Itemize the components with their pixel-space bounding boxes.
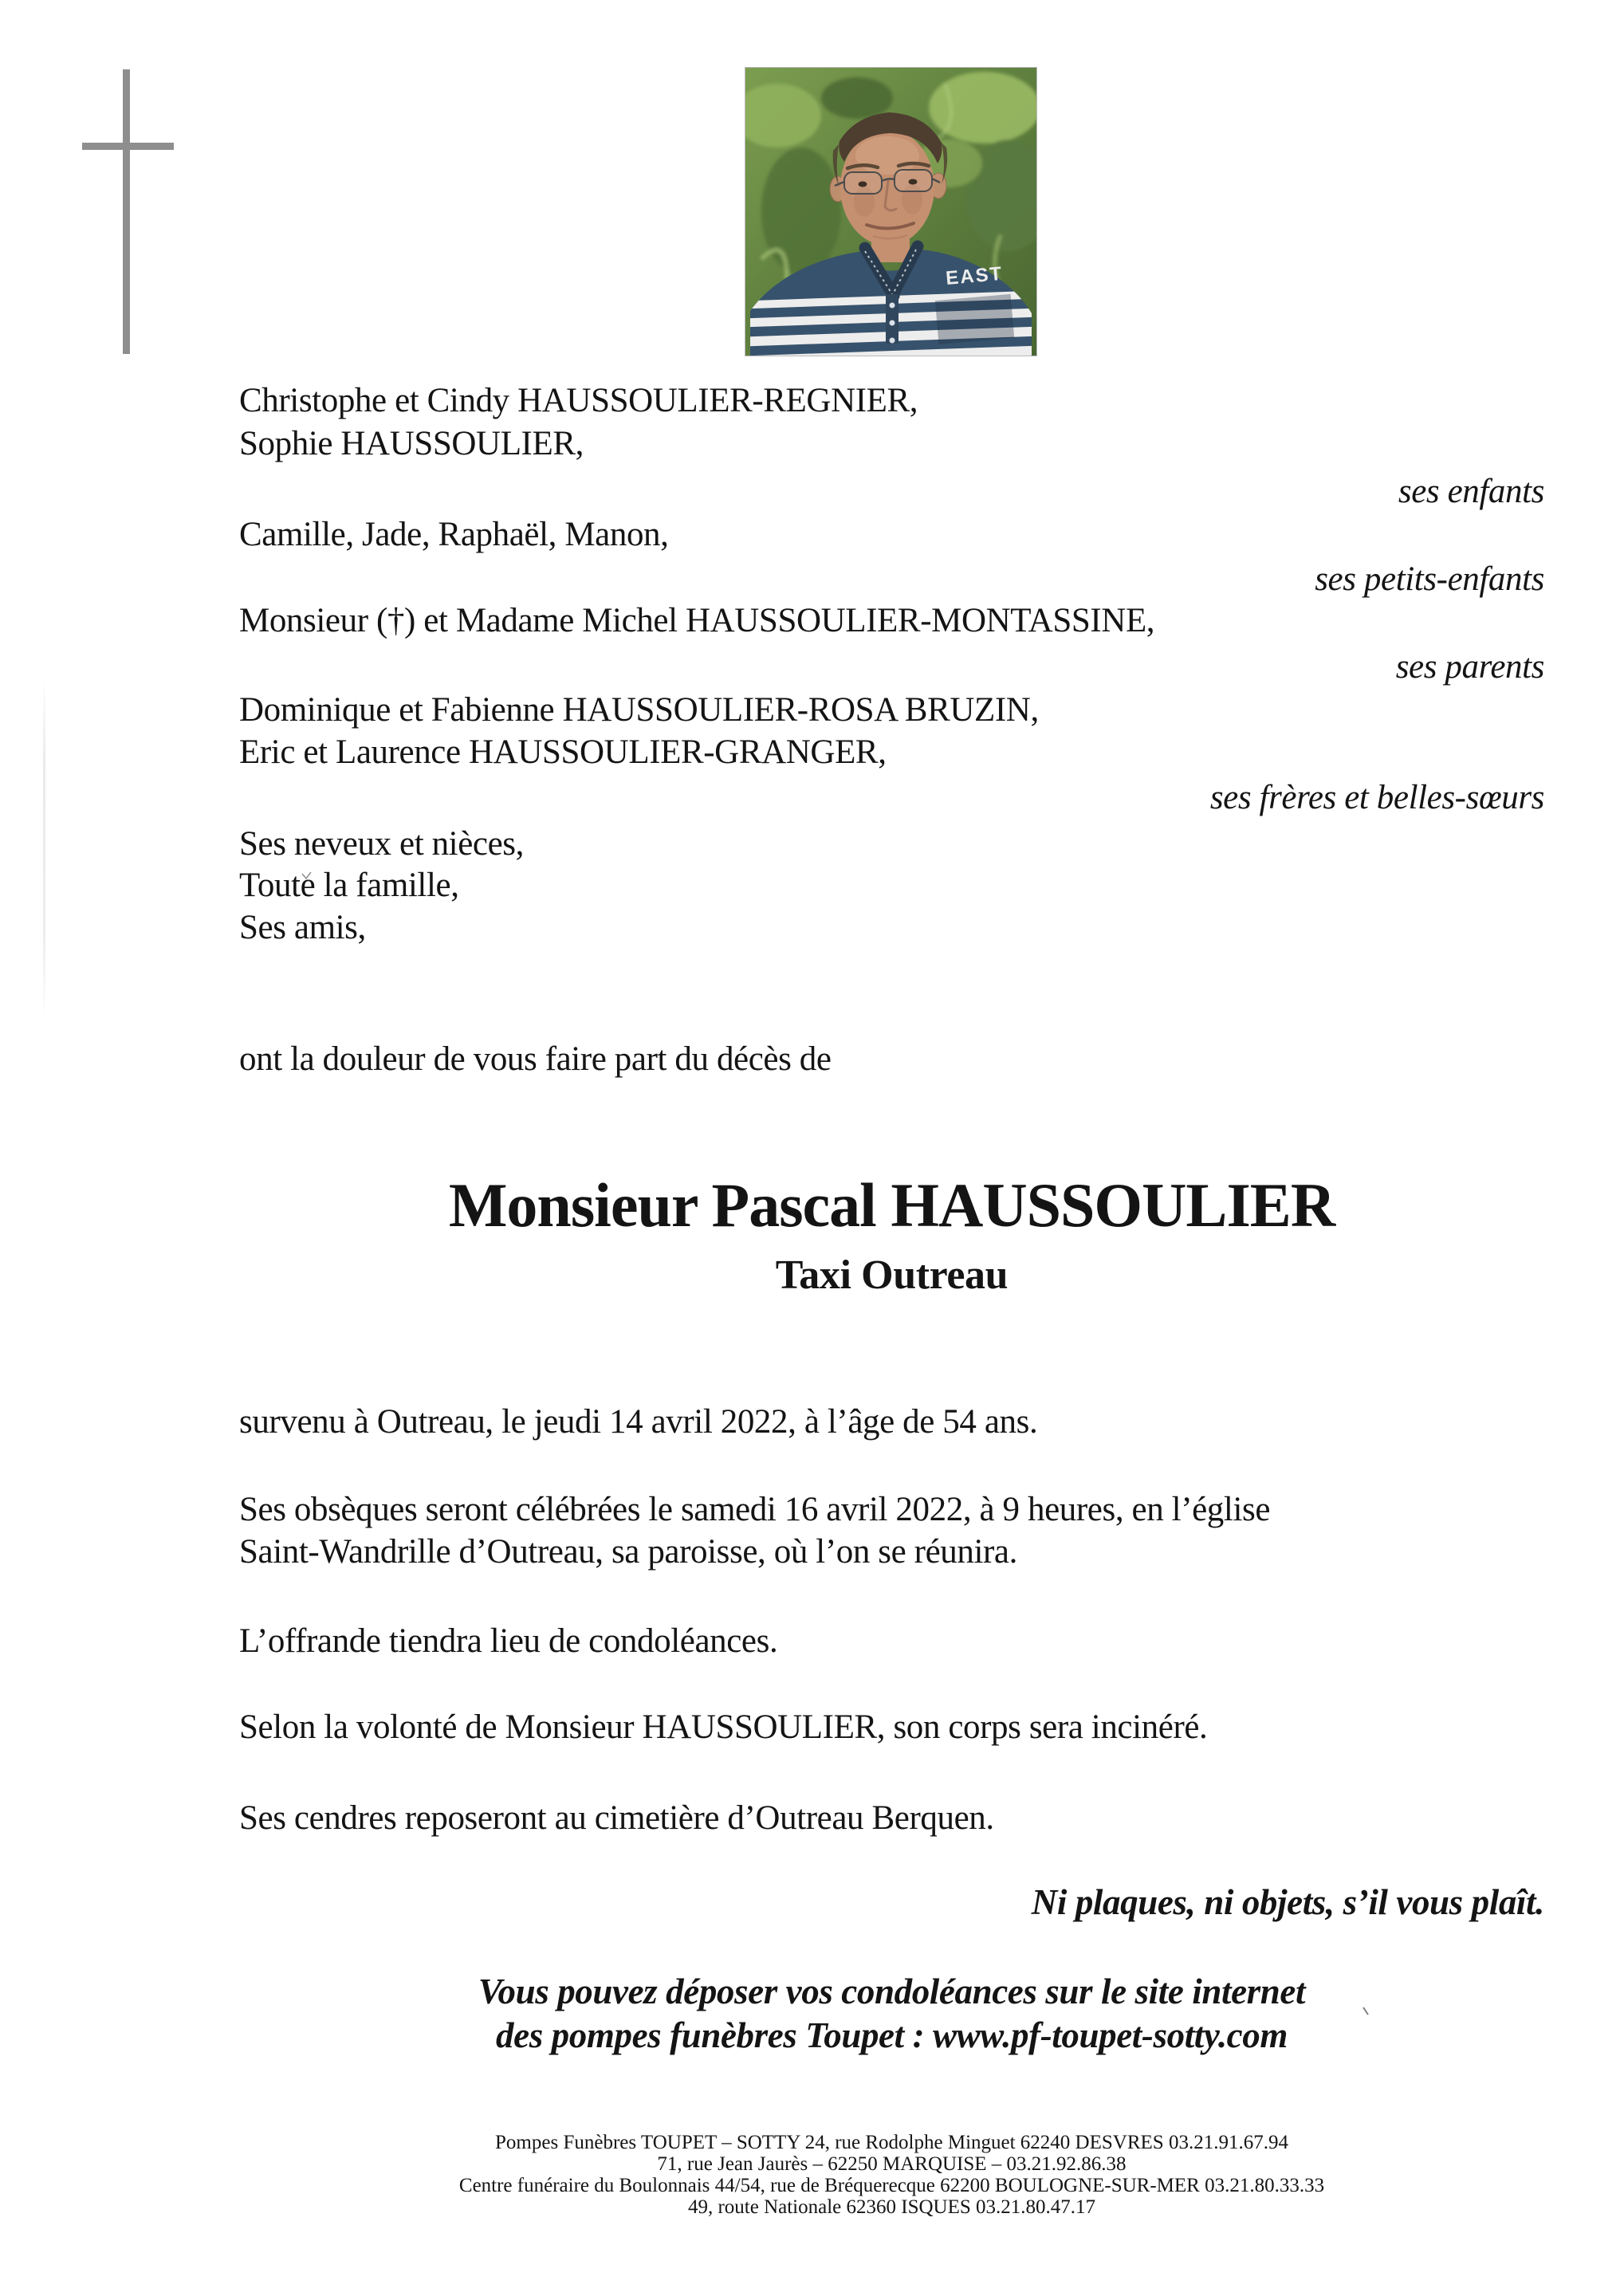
footer-address-2: 71, rue Jean Jaurès – 62250 MARQUISE – 03.21.92.86.38 <box>657 2153 1127 2175</box>
relation-label-freres-belles-soeurs: ses frères et belles-sœurs <box>1209 779 1544 816</box>
footer-address-3: Centre funéraire du Boulonnais 44/54, rue de Bréquerecque 62200 BOULOGNE-SUR-MER 03.21.80.33.33 <box>458 2175 1325 2196</box>
cremation-line: Selon la volonté de Monsieur HAUSSOULIER, son corps sera incinéré. <box>239 1708 1208 1746</box>
cross-horizontal-bar <box>82 143 174 150</box>
mourner-line-3: Camille, Jade, Raphaël, Manon, <box>239 516 669 553</box>
funeral-details-line-2: Saint-Wandrille d’Outreau, sa paroisse, où l’on se réunira. <box>239 1533 1017 1571</box>
no-plaques-request: Ni plaques, ni objets, s’il vous plaît. <box>1031 1882 1544 1922</box>
footer-address-4: 49, route Nationale 62360 ISQUES 03.21.80.47.17 <box>687 2196 1096 2218</box>
deceased-name: Monsieur Pascal HAUSSOULIER <box>448 1170 1335 1240</box>
announcement-content <box>239 0 1544 2296</box>
scan-artifact-tick <box>301 871 312 880</box>
mourner-line-6: Eric et Laurence HAUSSOULIER-GRANGER, <box>239 733 887 771</box>
mourner-line-7: Ses neveux et nièces, <box>239 825 524 863</box>
mourner-line-8: Toute la famille, <box>239 867 459 904</box>
intro-line: ont la douleur de vous faire part du décès de <box>239 1040 832 1078</box>
scan-artifact-streak <box>43 678 45 1020</box>
relation-label-enfants: ses enfants <box>1398 473 1544 510</box>
footer-address-1: Pompes Funèbres TOUPET – SOTTY 24, rue Rodolphe Minguet 62240 DESVRES 03.21.91.67.94 <box>495 2132 1288 2153</box>
mourner-line-9: Ses amis, <box>239 909 366 946</box>
ashes-line: Ses cendres reposeront au cimetière d’Outreau Berquen. <box>239 1799 994 1837</box>
cross-vertical-bar <box>123 69 130 354</box>
mourner-line-2: Sophie HAUSSOULIER, <box>239 425 584 462</box>
condolences-line-1: Vous pouvez déposer vos condoléances sur le site internet <box>478 1972 1306 2011</box>
deceased-subtitle: Taxi Outreau <box>775 1252 1009 1298</box>
offering-line: L’offrande tiendra lieu de condoléances. <box>239 1622 778 1660</box>
relation-label-parents: ses parents <box>1395 648 1544 686</box>
condolences-line-2: des pompes funèbres Toupet : www.pf-toupet-sotty.com <box>496 2015 1288 2055</box>
mourner-line-5: Dominique et Fabienne HAUSSOULIER-ROSA BRUZIN, <box>239 691 1039 729</box>
shirt-text: EAST <box>945 262 1005 289</box>
mourner-line-1: Christophe et Cindy HAUSSOULIER-REGNIER, <box>239 382 918 419</box>
relation-label-petits-enfants: ses petits-enfants <box>1315 560 1544 598</box>
death-date-line: survenu à Outreau, le jeudi 14 avril 2022, à l’âge de 54 ans. <box>239 1403 1038 1441</box>
funeral-details-line-1: Ses obsèques seront célébrées le samedi 16 avril 2022, à 9 heures, en l’église <box>239 1491 1271 1528</box>
mourner-line-4: Monsieur (†) et Madame Michel HAUSSOULIER-MONTASSINE, <box>239 602 1155 639</box>
scan-artifact-apostrophe <box>1362 2007 1370 2016</box>
